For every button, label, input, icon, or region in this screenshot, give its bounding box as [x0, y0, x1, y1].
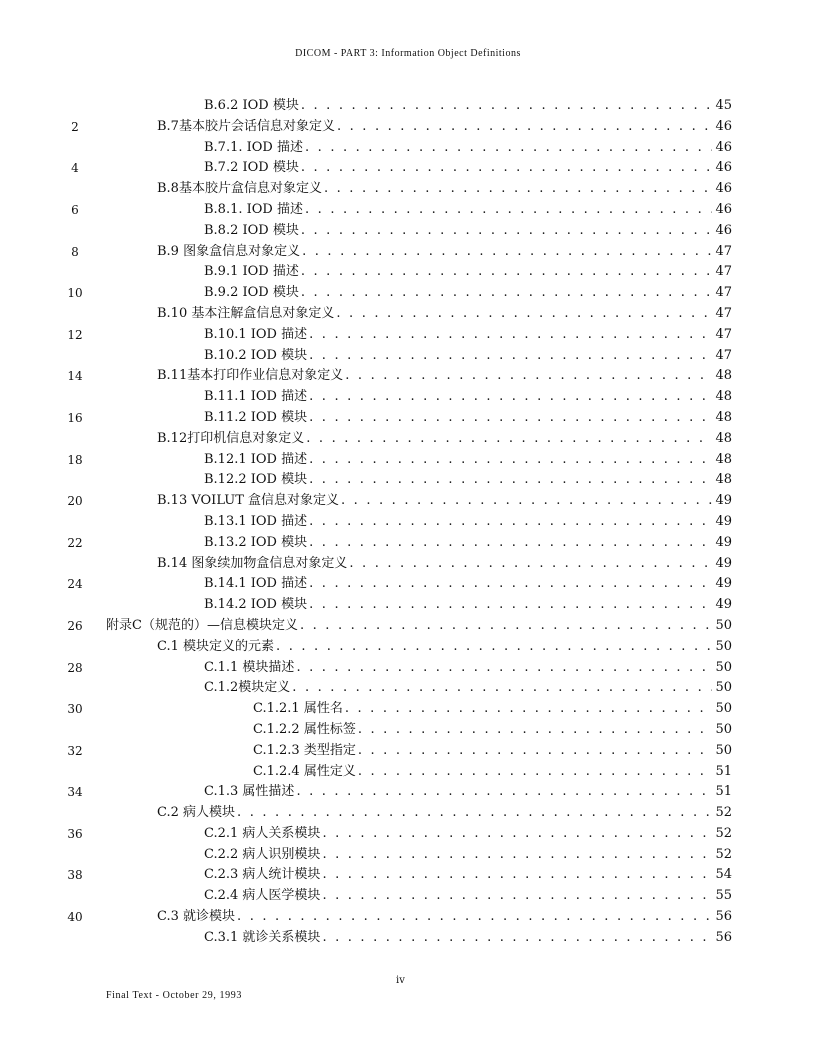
- toc-entry-page: 47: [715, 285, 732, 301]
- dot-leader: [301, 283, 713, 304]
- toc-entry[interactable]: [204, 470, 732, 491]
- toc-entry-page: 46: [715, 201, 732, 217]
- toc-entry[interactable]: [204, 678, 732, 699]
- toc-row: [0, 387, 816, 408]
- line-number: 24: [67, 577, 83, 592]
- toc-entry-title: C.1.2.3 类型指定: [253, 742, 356, 758]
- toc-entry-title: B.11基本打印作业信息对象定义: [157, 368, 344, 384]
- toc-entry-page: 52: [715, 805, 732, 821]
- toc-entry-page: 48: [715, 430, 732, 446]
- toc-entry-page: 46: [715, 181, 732, 197]
- toc-entry-page: 50: [715, 638, 732, 654]
- toc-entry-page: 49: [715, 534, 732, 550]
- toc-entry[interactable]: [204, 221, 732, 242]
- toc-entry-page: 46: [715, 160, 732, 176]
- dot-leader: [296, 658, 712, 679]
- toc-entry-title: C.2.2 病人识别模块: [204, 846, 321, 862]
- dot-leader: [309, 346, 712, 367]
- toc-row: [0, 678, 816, 699]
- line-number: 20: [67, 494, 83, 509]
- toc-row: [0, 491, 816, 512]
- toc-entry-title: C.2 病人模块: [157, 805, 236, 821]
- dot-leader: [237, 803, 712, 824]
- toc-row: [0, 762, 816, 783]
- toc-row: [0, 346, 816, 367]
- line-number: 16: [67, 410, 83, 425]
- toc-entry-page: 52: [715, 825, 732, 841]
- toc-row: [0, 720, 816, 741]
- toc-row: [0, 262, 816, 283]
- toc-entry-page: 50: [715, 617, 732, 633]
- toc-row: [0, 283, 816, 304]
- line-number: 4: [71, 161, 79, 176]
- toc-row: [0, 865, 816, 886]
- toc-entry-title: C.3 就诊模块: [157, 909, 236, 925]
- toc-entry-title: C.1.2.1 属性名: [253, 701, 343, 717]
- toc-entry-title: B.7.2 IOD 模块: [204, 160, 299, 176]
- dot-leader: [305, 138, 712, 159]
- toc-entry-title: B.8基本胶片盒信息对象定义: [157, 181, 322, 197]
- running-header: DICOM - PART 3: Information Object Definitions: [295, 48, 521, 59]
- toc-entry-title: B.11.1 IOD 描述: [204, 389, 308, 405]
- toc-entry-page: 47: [715, 264, 732, 280]
- dot-leader: [276, 637, 712, 658]
- line-number: 26: [67, 618, 83, 633]
- dot-leader: [322, 886, 712, 907]
- dot-leader: [301, 262, 713, 283]
- dot-leader: [292, 678, 712, 699]
- toc-entry[interactable]: [157, 179, 732, 200]
- toc-row: [0, 200, 816, 221]
- toc-entry[interactable]: [157, 304, 732, 325]
- toc-entry-page: 48: [715, 368, 732, 384]
- dot-leader: [322, 865, 712, 886]
- toc-entry-title: B.9.1 IOD 描述: [204, 264, 299, 280]
- line-number: 14: [67, 369, 83, 384]
- toc-entry[interactable]: [253, 720, 732, 741]
- toc-entry-title: C.1.3 属性描述: [204, 784, 295, 800]
- toc-entry[interactable]: [253, 762, 732, 783]
- toc-entry-page: 47: [715, 305, 732, 321]
- toc-entry[interactable]: [204, 138, 732, 159]
- toc-row: [0, 242, 816, 263]
- toc-entry-page: 46: [715, 222, 732, 238]
- footer: Final Text - October 29, 1993: [106, 990, 242, 1001]
- dot-leader: [302, 242, 712, 263]
- toc-entry-page: 51: [715, 784, 732, 800]
- toc-entry-title: B.13 VOILUT 盒信息对象定义: [157, 493, 339, 509]
- toc-row: [0, 741, 816, 762]
- toc-entry[interactable]: [204, 533, 732, 554]
- dot-leader: [345, 699, 713, 720]
- toc-entry-title: B.8.1. IOD 描述: [204, 201, 303, 217]
- dot-leader: [341, 491, 712, 512]
- toc-entry-title: B.10 基本注解盒信息对象定义: [157, 305, 335, 321]
- toc-row: [0, 533, 816, 554]
- line-number: 10: [67, 286, 83, 301]
- line-number: 30: [67, 702, 83, 717]
- toc-entry-page: 47: [715, 347, 732, 363]
- toc-entry-title: C.1.2模块定义: [204, 680, 291, 696]
- toc-entry-title: B.13.1 IOD 描述: [204, 513, 308, 529]
- line-number: 18: [67, 452, 83, 467]
- line-number: 6: [71, 202, 79, 217]
- toc-row: [0, 304, 816, 325]
- toc-entry[interactable]: [204, 262, 732, 283]
- toc-entry-page: 50: [715, 659, 732, 675]
- toc-entry-title: B.13.2 IOD 模块: [204, 534, 308, 550]
- toc-entry-page: 46: [715, 118, 732, 134]
- line-number: 22: [67, 535, 83, 550]
- dot-leader: [309, 325, 712, 346]
- dot-leader: [358, 720, 713, 741]
- toc-entry-page: 45: [715, 98, 732, 113]
- toc-entry-page: 56: [715, 909, 732, 925]
- dot-leader: [309, 533, 712, 554]
- toc-entry[interactable]: [157, 907, 732, 928]
- dot-leader: [301, 221, 713, 242]
- dot-leader: [349, 554, 712, 575]
- toc-entry-title: B.9 图象盒信息对象定义: [157, 243, 301, 259]
- toc-row: [0, 595, 816, 616]
- toc-entry-title: B.14.1 IOD 描述: [204, 576, 308, 592]
- toc-entry-page: 48: [715, 451, 732, 467]
- toc-row: [0, 845, 816, 866]
- toc-entry[interactable]: [204, 886, 732, 907]
- toc-row: [0, 699, 816, 720]
- toc-entry-title: B.7基本胶片会话信息对象定义: [157, 118, 335, 134]
- toc-entry-page: 50: [715, 701, 732, 717]
- dot-leader: [309, 512, 712, 533]
- toc-row: [0, 450, 816, 471]
- toc-row: [0, 658, 816, 679]
- toc-entry-title: B.10.1 IOD 描述: [204, 326, 308, 342]
- toc-entry-title: B.6.2 IOD 模块: [204, 98, 299, 113]
- toc-entry-page: 50: [715, 680, 732, 696]
- line-number: 32: [67, 743, 83, 758]
- dot-leader: [309, 408, 712, 429]
- dot-leader: [345, 366, 712, 387]
- page-number: iv: [396, 975, 405, 986]
- line-number: 40: [67, 910, 83, 925]
- toc-entry-page: 54: [715, 867, 732, 883]
- toc-entry-page: 51: [715, 763, 732, 779]
- dot-leader: [358, 741, 713, 762]
- toc-entry-title: C.2.1 病人关系模块: [204, 825, 321, 841]
- toc-entry-page: 50: [715, 742, 732, 758]
- toc-entry-title: C.1.2.4 属性定义: [253, 763, 356, 779]
- toc-row: [0, 782, 816, 803]
- toc-entry[interactable]: [204, 782, 732, 803]
- toc-entry-title: B.12打印机信息对象定义: [157, 430, 305, 446]
- dot-leader: [309, 595, 712, 616]
- toc-entry-page: 50: [715, 721, 732, 737]
- line-number: 12: [67, 327, 83, 342]
- toc-entry[interactable]: [204, 283, 732, 304]
- toc-row: [0, 616, 816, 637]
- toc-row: [0, 366, 816, 387]
- toc-entry-page: 52: [715, 846, 732, 862]
- dot-leader: [336, 304, 712, 325]
- toc-entry[interactable]: [204, 200, 732, 221]
- toc-row: [0, 96, 816, 117]
- line-number: 28: [67, 660, 83, 675]
- toc-entry-title: 附录C（规范的）—信息模块定义: [106, 617, 298, 633]
- dot-leader: [309, 470, 712, 491]
- toc-entry[interactable]: [204, 408, 732, 429]
- toc-entry-title: C.3.1 就诊关系模块: [204, 929, 321, 945]
- toc-entry[interactable]: [157, 242, 732, 263]
- toc-entry[interactable]: [204, 824, 732, 845]
- toc-entry[interactable]: [204, 325, 732, 346]
- toc-row: [0, 179, 816, 200]
- toc-entry[interactable]: [157, 554, 732, 575]
- toc-entry[interactable]: [204, 450, 732, 471]
- toc-entry[interactable]: [204, 346, 732, 367]
- toc-entry-page: 46: [715, 139, 732, 155]
- toc-entry-page: 49: [715, 555, 732, 571]
- toc-row: [0, 429, 816, 450]
- toc-entry[interactable]: [204, 96, 732, 117]
- toc-entry-page: 55: [715, 888, 732, 904]
- toc-entry[interactable]: [157, 366, 732, 387]
- toc-row: [0, 907, 816, 928]
- toc-row: [0, 325, 816, 346]
- toc-entry[interactable]: [204, 158, 732, 179]
- dot-leader: [306, 429, 712, 450]
- toc-entry-title: B.10.2 IOD 模块: [204, 347, 308, 363]
- toc-entry-page: 49: [715, 493, 732, 509]
- toc-row: [0, 138, 816, 159]
- dot-leader: [309, 574, 712, 595]
- toc-row: [0, 928, 816, 949]
- toc-entry-title: B.14.2 IOD 模块: [204, 597, 308, 613]
- dot-leader: [324, 179, 712, 200]
- table-of-contents: [0, 96, 816, 949]
- toc-entry[interactable]: [204, 574, 732, 595]
- toc-entry[interactable]: [157, 117, 732, 138]
- toc-row: [0, 470, 816, 491]
- dot-leader: [301, 96, 713, 117]
- dot-leader: [301, 158, 713, 179]
- dot-leader: [305, 200, 712, 221]
- dot-leader: [309, 450, 712, 471]
- toc-entry-page: 49: [715, 597, 732, 613]
- toc-entry[interactable]: [204, 845, 732, 866]
- toc-entry[interactable]: [204, 387, 732, 408]
- line-number: 36: [67, 826, 83, 841]
- toc-entry[interactable]: [157, 803, 732, 824]
- toc-entry-title: C.2.3 病人统计模块: [204, 867, 321, 883]
- line-number: 2: [71, 119, 79, 134]
- toc-entry-title: C.1.1 模块描述: [204, 659, 295, 675]
- toc-entry[interactable]: [157, 491, 732, 512]
- toc-entry-title: B.9.2 IOD 模块: [204, 285, 299, 301]
- toc-row: [0, 408, 816, 429]
- toc-entry-page: 48: [715, 472, 732, 488]
- toc-entry[interactable]: [204, 928, 732, 949]
- toc-entry-title: B.7.1. IOD 描述: [204, 139, 303, 155]
- toc-entry-page: 56: [715, 929, 732, 945]
- toc-entry-page: 48: [715, 409, 732, 425]
- toc-entry[interactable]: [157, 429, 732, 450]
- toc-entry-page: 49: [715, 576, 732, 592]
- toc-row: [0, 637, 816, 658]
- dot-leader: [322, 928, 712, 949]
- line-number: 38: [67, 868, 83, 883]
- toc-row: [0, 221, 816, 242]
- toc-entry-title: B.8.2 IOD 模块: [204, 222, 299, 238]
- toc-entry-title: B.14 图象续加物盒信息对象定义: [157, 555, 348, 571]
- dot-leader: [322, 824, 712, 845]
- toc-entry[interactable]: [204, 865, 732, 886]
- toc-entry-title: C.1 模块定义的元素: [157, 638, 275, 654]
- toc-row: [0, 158, 816, 179]
- line-number: 8: [71, 244, 79, 259]
- toc-entry-page: 47: [715, 326, 732, 342]
- toc-row: [0, 574, 816, 595]
- dot-leader: [358, 762, 713, 783]
- toc-entry[interactable]: [253, 699, 732, 720]
- toc-row: [0, 803, 816, 824]
- line-number: 34: [67, 785, 83, 800]
- toc-entry[interactable]: [204, 512, 732, 533]
- toc-entry-title: B.12.2 IOD 模块: [204, 472, 308, 488]
- dot-leader: [337, 117, 712, 138]
- toc-row: [0, 554, 816, 575]
- toc-entry[interactable]: [106, 616, 732, 637]
- toc-row: [0, 824, 816, 845]
- toc-entry[interactable]: [204, 658, 732, 679]
- dot-leader: [237, 907, 712, 928]
- dot-leader: [300, 616, 713, 637]
- toc-entry-title: B.12.1 IOD 描述: [204, 451, 308, 467]
- toc-entry-title: C.1.2.2 属性标签: [253, 721, 356, 737]
- toc-row: [0, 117, 816, 138]
- dot-leader: [322, 845, 712, 866]
- toc-row: [0, 512, 816, 533]
- toc-entry-page: 47: [715, 243, 732, 259]
- toc-entry[interactable]: [204, 595, 732, 616]
- dot-leader: [296, 782, 712, 803]
- toc-entry-title: B.11.2 IOD 模块: [204, 409, 308, 425]
- toc-entry[interactable]: [157, 637, 732, 658]
- dot-leader: [309, 387, 712, 408]
- toc-entry-title: C.2.4 病人医学模块: [204, 888, 321, 904]
- toc-row: [0, 886, 816, 907]
- toc-entry[interactable]: [253, 741, 732, 762]
- toc-entry-page: 48: [715, 389, 732, 405]
- toc-entry-page: 49: [715, 513, 732, 529]
